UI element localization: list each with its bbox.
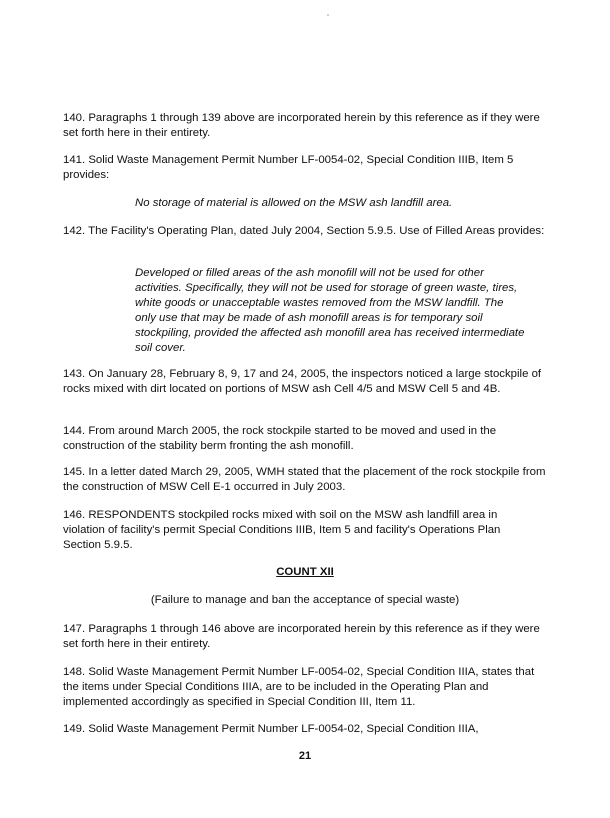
quote-142: Developed or filled areas of the ash monofill will not be used for other activities. Specifically, they will not be used for storage of green waste, tires, white goods or unacceptable wastes removed from the MSW landfill. The only use that may be made of ash monofill areas is for temporary soil stockpiling, provided the affected ash monofill area has received intermediate soil cover. bbox=[135, 267, 525, 354]
paragraph-144: 144. From around March 2005, the rock stockpile started to be moved and used in the construction of the stability berm fronting the ash monofill. bbox=[63, 425, 497, 452]
paragraph-142: 142. The Facility's Operating Plan, dated July 2004, Section 5.9.5. Use of Filled Areas provides: bbox=[63, 225, 545, 237]
quote-141: No storage of material is allowed on the MSW ash landfill area. bbox=[135, 197, 453, 209]
scan-speck bbox=[327, 14, 329, 16]
paragraph-140: 140. Paragraphs 1 through 139 above are incorporated herein by this reference as if they were set forth here in their entirety. bbox=[63, 112, 540, 139]
count-heading: COUNT XII bbox=[276, 566, 334, 578]
page-number: 21 bbox=[298, 750, 312, 762]
paragraph-149: 149. Solid Waste Management Permit Number LF-0054-02, Special Condition IIIA, bbox=[63, 723, 479, 735]
count-subtitle: (Failure to manage and ban the acceptance of special waste) bbox=[150, 594, 460, 606]
paragraph-145: 145. In a letter dated March 29, 2005, WMH stated that the placement of the rock stockpile from the construction of MSW Cell E-1 occurred in July 2003. bbox=[63, 466, 546, 493]
paragraph-148: 148. Solid Waste Management Permit Number LF-0054-02, Special Condition IIIA, states that the items under Special Conditions IIIA, are to be included in the Operating Plan and implemented accordingly as specified in Special Condition III, Item 11. bbox=[63, 666, 535, 708]
paragraph-147: 147. Paragraphs 1 through 146 above are incorporated herein by this reference as if they were set forth here in their entirety. bbox=[63, 623, 540, 650]
paragraph-143: 143. On January 28, February 8, 9, 17 and 24, 2005, the inspectors noticed a large stockpile of rocks mixed with dirt located on portions of MSW ash Cell 4/5 and MSW Cell 5 and 4B. bbox=[63, 368, 542, 395]
paragraph-141: 141. Solid Waste Management Permit Number LF-0054-02, Special Condition IIIB, Item 5 provides: bbox=[63, 154, 514, 181]
paragraph-146: 146. RESPONDENTS stockpiled rocks mixed with soil on the MSW ash landfill area in violation of facility's permit Special Conditions IIIB, Item 5 and facility's Operations Plan Section 5.9.5. bbox=[63, 509, 501, 551]
